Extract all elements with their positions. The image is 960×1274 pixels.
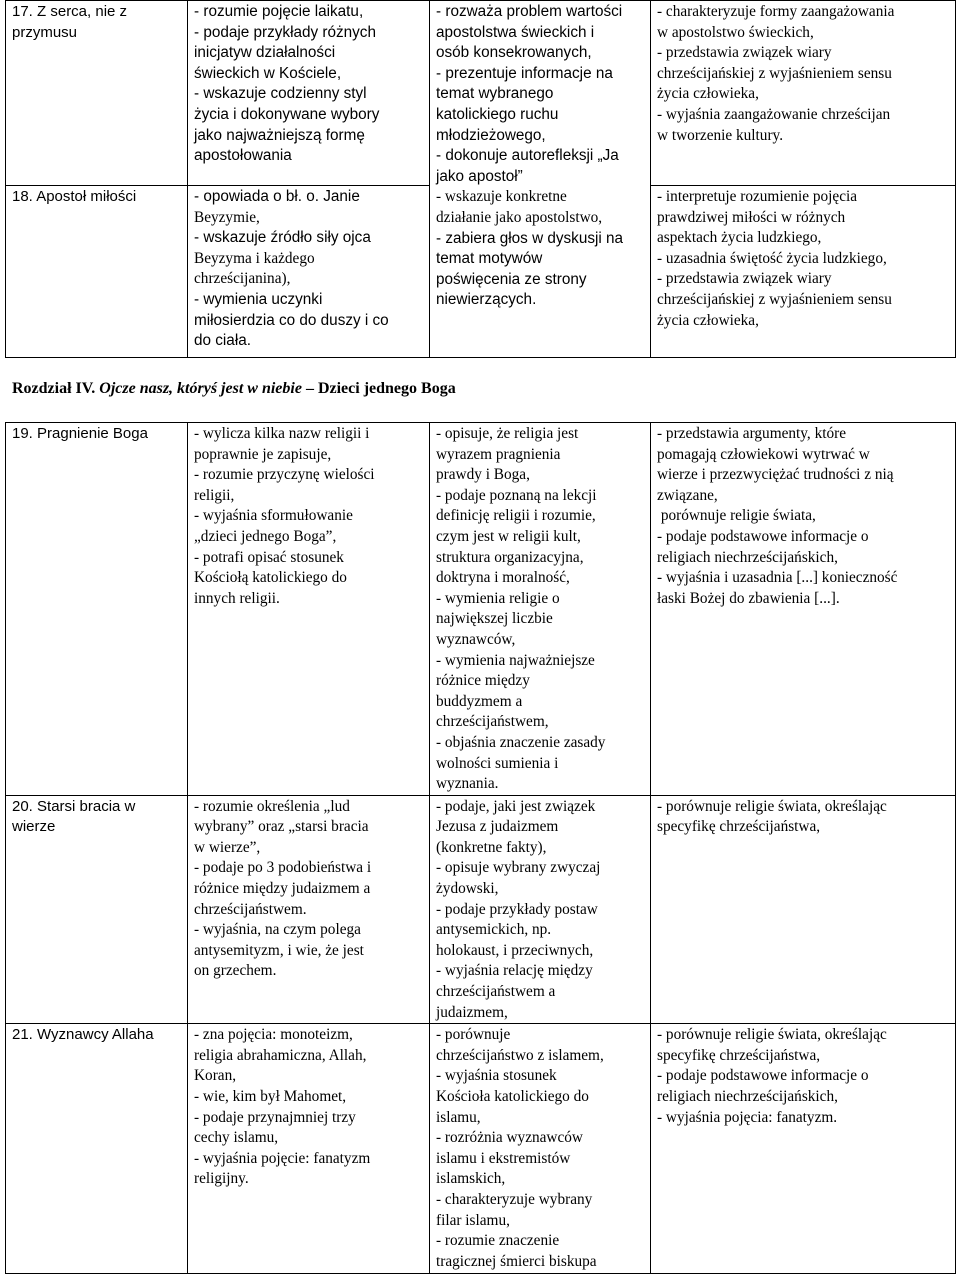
topic-line: 17. Z serca, nie z <box>12 3 128 20</box>
cell-line: czym jest w religii kult, <box>436 527 581 545</box>
cell-line: - prezentuje informacje na <box>436 64 613 82</box>
cell-line: niewierzących. <box>436 291 537 309</box>
cell-line: islamskich, <box>436 1170 506 1188</box>
cell-line: - wskazuje codzienny styl <box>194 85 367 103</box>
chapter-subtitle: – Dzieci jednego Boga <box>305 380 456 397</box>
cell-line: różnice między judaizmem a <box>194 880 371 898</box>
topic-line: 20. Starsi bracia w <box>12 797 136 815</box>
topic-line: 18. Apostoł miłości <box>12 188 137 205</box>
cell-line: osób konsekrowanych, <box>436 44 592 62</box>
cell-line: - przedstawia argumenty, które <box>657 425 847 442</box>
cell-line: życia człowieka, <box>657 85 759 103</box>
cell-line: definicję religii i rozumie, <box>436 507 596 525</box>
cell-line: - charakteryzuje formy zaangażowania <box>657 3 895 20</box>
cell-line: - zna pojęcia: monoteizm, <box>194 1026 353 1044</box>
cell-line: - wyjaśnia zaangażowanie chrześcijan <box>657 105 891 123</box>
curriculum-table-bottom <box>5 422 956 1274</box>
cell-line: doktryna i moralność, <box>436 569 570 587</box>
cell-line: największej liczbie <box>436 610 553 628</box>
cell-line: antysemickich, np. <box>436 921 552 939</box>
topic-line: wierze <box>12 818 56 836</box>
extended-requirements-cell <box>430 423 651 796</box>
cell-line: pomagają człowiekowi wytrwać w <box>657 445 870 463</box>
cell-line: Jezusa z judaizmem <box>436 818 559 836</box>
cell-line: - wymienia uczynki <box>194 290 323 308</box>
cell-line: antysemityzm, i wie, że jest <box>194 941 364 959</box>
extended-requirements-cell <box>430 795 651 1024</box>
cell-line: - wie, kim był Mahomet, <box>194 1088 347 1105</box>
cell-line: cechy islamu, <box>194 1129 279 1147</box>
cell-line: - wyjaśnia, na czym polega <box>194 921 361 939</box>
cell-line: w wierze”, <box>194 838 261 856</box>
cell-line: - charakteryzuje wybrany <box>436 1190 593 1208</box>
topic-line: 19. Pragnienie Boga <box>12 425 148 442</box>
cell-line: inicjatyw działalności <box>194 44 336 62</box>
cell-line: - podaje przykłady różnych <box>194 23 376 41</box>
topic-cell <box>6 423 188 796</box>
chapter-heading <box>12 380 456 398</box>
cell-line: - przedstawia związek wiary <box>657 44 832 62</box>
cell-line: religiach niechrześcijańskich, <box>657 548 838 566</box>
cell-line: poprawnie je zapisuje, <box>194 445 332 463</box>
cell-line: - opisuje, że religia jest <box>436 425 579 442</box>
cell-line: do ciała. <box>194 332 251 350</box>
cell-line: - wyjaśnia i uzasadnia [...] konieczność <box>657 569 898 587</box>
cell-line: - rozumie znaczenie <box>436 1232 560 1250</box>
cell-line: on grzechem. <box>194 962 277 980</box>
cell-line: wierze i przezwyciężać trudności z nią <box>657 466 894 484</box>
basic-requirements-cell <box>188 795 430 1024</box>
basic-requirements-cell <box>188 1 430 186</box>
cell-line: struktura organizacyjna, <box>436 548 584 566</box>
cell-line: - opisuje wybrany zwyczaj <box>436 859 601 877</box>
cell-line: wyznania. <box>436 775 499 793</box>
cell-line: Beyzymie, <box>194 208 260 226</box>
cell-line: temat motywów <box>436 250 543 268</box>
cell-line: - wyjaśnia pojęcia: fanatyzm. <box>657 1108 838 1126</box>
chapter-title: Ojcze nasz, któryś jest w niebie <box>99 380 302 397</box>
basic-requirements-cell <box>188 186 430 358</box>
full-requirements-cell <box>651 423 956 796</box>
cell-line: - porównuje religie świata, określając <box>657 1026 887 1044</box>
cell-line: temat wybranego <box>436 85 554 103</box>
cell-line: - podaje przynajmniej trzy <box>194 1108 356 1126</box>
curriculum-table-top <box>5 0 956 358</box>
cell-line: - rozumie pojęcie laikatu, <box>194 3 364 20</box>
cell-line: wyznawców, <box>436 630 516 648</box>
cell-line: żydowski, <box>436 880 499 898</box>
cell-line: - wymienia religie o <box>436 589 560 607</box>
cell-line: religii, <box>194 486 235 504</box>
cell-line: - podaje, jaki jest związek <box>436 797 596 815</box>
cell-line: różnice między <box>436 672 530 690</box>
cell-line: specyfikę chrześcijaństwa, <box>657 1046 821 1064</box>
cell-line: chrześcijaństwem a <box>436 983 556 1001</box>
cell-line: - przedstawia związek wiary <box>657 270 832 288</box>
cell-line: innych religii. <box>194 589 280 607</box>
topic-cell <box>6 1 188 186</box>
table-row <box>6 1024 956 1274</box>
chapter-label: Rozdział IV. <box>12 380 96 397</box>
cell-line: apostolstwa świeckich i <box>436 23 595 41</box>
cell-line: (konkretne fakty), <box>436 838 547 856</box>
cell-line: życia człowieka, <box>657 311 759 329</box>
cell-line: Kościoła katolickiego do <box>436 1088 589 1105</box>
table-row <box>6 795 956 1024</box>
cell-line: porównuje religie świata, <box>657 507 816 525</box>
basic-requirements-cell <box>188 423 430 796</box>
cell-line: - wyjaśnia relację między <box>436 962 593 980</box>
cell-line: katolickiego ruchu <box>436 105 559 123</box>
cell-line: chrześcijaństwo z islamem, <box>436 1046 604 1064</box>
cell-line: życia i dokonywane wybory <box>194 105 380 123</box>
cell-line: - rozumie określenia „lud <box>194 797 350 815</box>
cell-line: - wskazuje konkretne <box>436 188 567 206</box>
cell-line: islamu, <box>436 1108 481 1126</box>
topic-line: przymusu <box>12 23 78 41</box>
full-requirements-cell <box>651 795 956 1024</box>
cell-line: - wylicza kilka nazw religii i <box>194 425 370 442</box>
cell-line: prawdziwej miłości w różnych <box>657 208 846 226</box>
cell-line: Beyzyma i każdego <box>194 249 315 267</box>
cell-line: - wymienia najważniejsze <box>436 651 595 669</box>
full-requirements-cell <box>651 1024 956 1274</box>
cell-line: - uzasadnia świętość życia ludzkiego, <box>657 249 887 267</box>
cell-line: - podaje przykłady postaw <box>436 900 598 918</box>
cell-line: - rozważa problem wartości <box>436 3 623 20</box>
cell-line: - podaje podstawowe informacje o <box>657 1067 869 1085</box>
table-row <box>6 423 956 796</box>
cell-line: buddyzmem a <box>436 692 523 710</box>
cell-line: judaizmem, <box>436 1003 508 1021</box>
cell-line: jako najważniejszą formę <box>194 126 365 144</box>
cell-line: - porównuje religie świata, określając <box>657 797 887 815</box>
cell-line: holokaust, i przeciwnych, <box>436 941 594 959</box>
cell-line: - wskazuje źródło siły ojca <box>194 229 371 247</box>
cell-line: religia abrahamiczna, Allah, <box>194 1046 367 1064</box>
cell-line: chrześcijańskiej z wyjaśnieniem sensu <box>657 290 892 308</box>
cell-line: działanie jako apostolstwo, <box>436 208 603 226</box>
topic-cell <box>6 795 188 1024</box>
cell-line: prawdy i Boga, <box>436 466 530 484</box>
cell-line: poświęcenia ze strony <box>436 270 587 288</box>
cell-line: - wyjaśnia sformułowanie <box>194 507 353 525</box>
cell-line: - zabiera głos w dyskusji na <box>436 229 624 247</box>
cell-line: - objaśnia znaczenie zasady <box>436 733 606 751</box>
cell-line: - wyjaśnia stosunek <box>436 1067 557 1085</box>
extended-requirements-cell <box>430 1024 651 1274</box>
cell-line: tragicznej śmierci biskupa <box>436 1252 597 1270</box>
cell-line: specyfikę chrześcijaństwa, <box>657 818 821 836</box>
cell-line: religiach niechrześcijańskich, <box>657 1088 838 1105</box>
cell-line: chrześcijaństwem. <box>194 900 307 918</box>
cell-line: łaski Bożej do zbawienia [...]. <box>657 589 840 607</box>
cell-line: religijny. <box>194 1170 249 1188</box>
cell-line: Koran, <box>194 1067 237 1085</box>
cell-line: w tworzenie kultury. <box>657 126 784 144</box>
extended-requirements-cell <box>430 1 651 358</box>
full-requirements-cell <box>651 1 956 186</box>
cell-line: islamu i ekstremistów <box>436 1149 571 1167</box>
cell-line: „dzieci jednego Boga”, <box>194 527 337 545</box>
topic-cell <box>6 186 188 358</box>
cell-line: chrześcijaństwem, <box>436 713 549 731</box>
cell-line: wybrany” oraz „starsi bracia <box>194 818 369 836</box>
cell-line: wolności sumienia i <box>436 754 559 772</box>
cell-line: młodzieżowego, <box>436 126 546 144</box>
cell-line: w apostolstwo świeckich, <box>657 23 814 41</box>
cell-line: - podaje podstawowe informacje o <box>657 527 869 545</box>
cell-line: wyrazem pragnienia <box>436 445 561 463</box>
cell-line: apostołowania <box>194 147 292 165</box>
cell-line: związane, <box>657 486 718 504</box>
cell-line: - porównuje <box>436 1026 511 1044</box>
cell-line: filar islamu, <box>436 1211 510 1229</box>
cell-line: jako apostoł” <box>436 167 523 185</box>
topic-line: 21. Wyznawcy Allaha <box>12 1026 154 1044</box>
cell-line: - wyjaśnia pojęcie: fanatyzm <box>194 1149 371 1167</box>
cell-line: - rozróżnia wyznawców <box>436 1129 583 1147</box>
table-row <box>6 1 956 186</box>
cell-line: świeckich w Kościele, <box>194 64 342 82</box>
cell-line: - dokonuje autorefleksji „Ja <box>436 147 619 165</box>
cell-line: chrześcijańskiej z wyjaśnieniem sensu <box>657 64 892 82</box>
basic-requirements-cell <box>188 1024 430 1274</box>
cell-line: Kościołą katolickiego do <box>194 569 347 587</box>
cell-line: - potrafi opisać stosunek <box>194 548 344 566</box>
cell-line: - podaje poznaną na lekcji <box>436 486 597 504</box>
cell-line: aspektach życia ludzkiego, <box>657 229 822 247</box>
cell-line: - podaje po 3 podobieństwa i <box>194 859 372 877</box>
full-requirements-cell <box>651 186 956 358</box>
cell-line: - opowiada o bł. o. Janie <box>194 188 360 205</box>
cell-line: miłosierdzia co do duszy i co <box>194 311 389 329</box>
cell-line: - interpretuje rozumienie pojęcia <box>657 188 858 205</box>
topic-cell <box>6 1024 188 1274</box>
cell-line: - rozumie przyczynę wielości <box>194 466 375 484</box>
cell-line: chrześcijanina), <box>194 270 291 288</box>
